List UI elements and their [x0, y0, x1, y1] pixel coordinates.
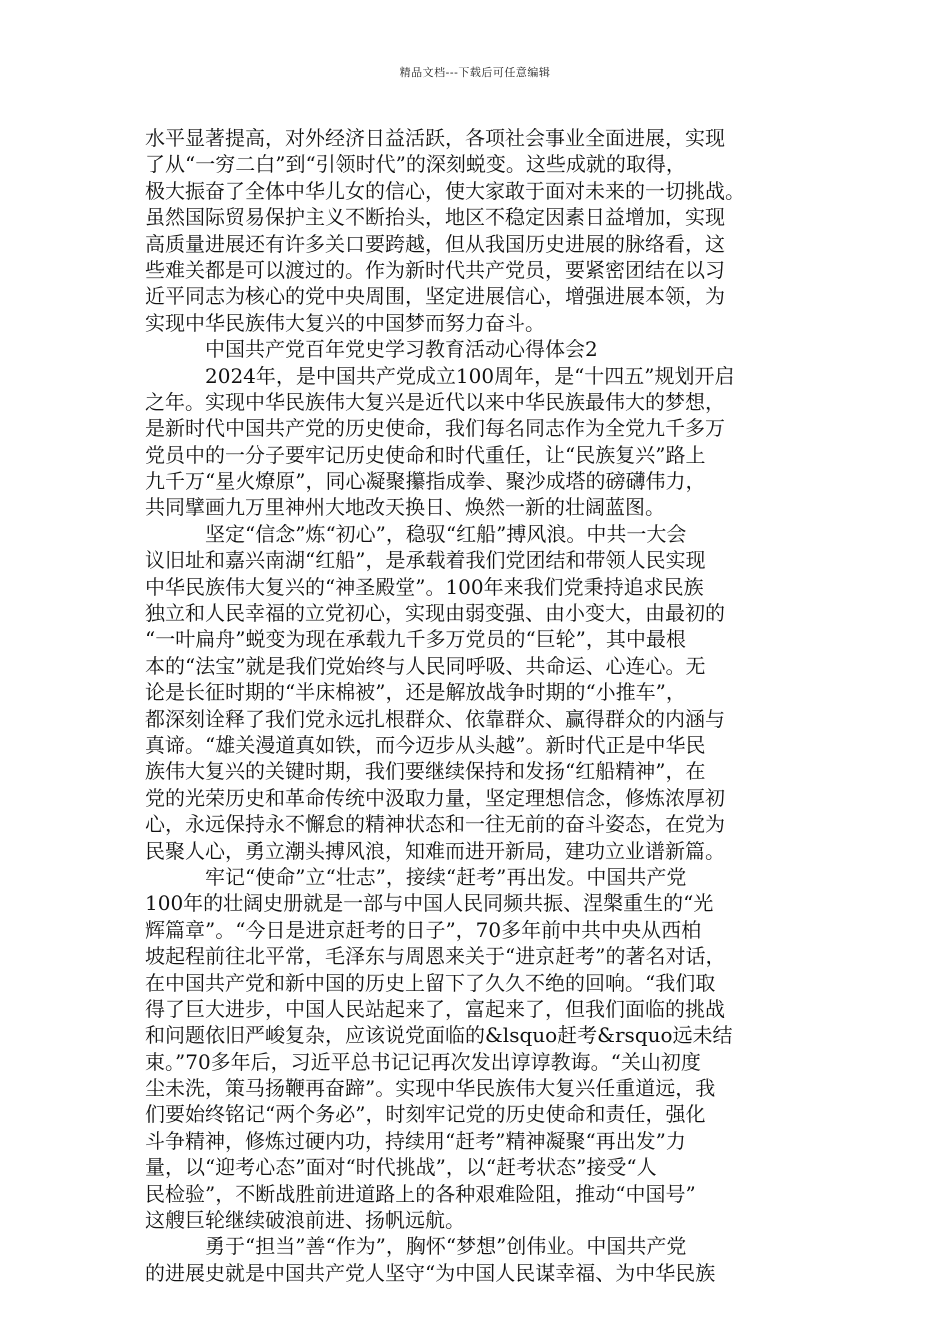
text-line: 100年的壮阔史册就是一部与中国人民同频共振、涅槃重生的“光 [145, 891, 714, 916]
text-line: 束。”70多年后，习近平总书记记再次发出谆谆教诲。“关山初度 [145, 1049, 701, 1074]
text-line: 高质量进展还有许多关口要跨越，但从我国历史进展的脉络看，这 [145, 231, 725, 256]
page-header: 精品文档---下载后可任意编辑 [399, 66, 551, 79]
text-line: 量，以“迎考心态”面对“时代挑战”，以“赶考状态”接受“人 [145, 1155, 657, 1180]
text-line: 尘未洗，策马扬鞭再奋蹄”。实现中华民族伟大复兴任重道远，我 [145, 1076, 716, 1101]
text-line: 得了巨大进步，中国人民站起来了，富起来了，但我们面临的挑战 [145, 996, 725, 1021]
text-line: 实现中华民族伟大复兴的中国梦而努力奋斗。 [145, 310, 545, 335]
text-line: 和问题依旧严峻复杂，应该说党面临的&lsquo赶考&rsquo远未结 [145, 1023, 733, 1048]
text-line: 是新时代中国共产党的历史使命，我们每名同志作为全党九千多万 [145, 416, 725, 441]
text-line: 九千万“星火燎原”，同心凝聚攥指成拳、聚沙成塔的磅礴伟力， [145, 469, 706, 494]
text-line: 真谛。“雄关漫道真如铁，而今迈步从头越”。新时代正是中华民 [145, 732, 706, 757]
text-line: 这艘巨轮继续破浪前进、扬帆远航。 [145, 1208, 465, 1233]
text-line: 虽然国际贸易保护主义不断抬头，地区不稳定因素日益增加，实现 [145, 205, 725, 230]
text-line: 共同擘画九万里神州大地改天换日、焕然一新的壮阔蓝图。 [145, 495, 665, 520]
text-line: 坡起程前往北平常，毛泽东与周恩来关于“进京赶考”的著名对话， [145, 944, 726, 969]
text-line: 党员中的一分子要牢记历史使命和时代重任，让“民族复兴”路上 [145, 442, 706, 467]
text-line: 2024年，是中国共产党成立100周年，是“十四五”规划开启 [205, 363, 735, 388]
text-line: 论是长征时期的“半床棉被”，还是解放战争时期的“小推车”， [145, 680, 686, 705]
text-line: 的进展史就是中国共产党人坚守“为中国人民谋幸福、为中华民族 [145, 1260, 716, 1285]
text-line: 都深刻诠释了我们党永远扎根群众、依靠群众、赢得群众的内涵与 [145, 706, 725, 731]
text-line: 中华民族伟大复兴的“神圣殿堂”。100年来我们党秉持追求民族 [145, 574, 704, 599]
text-line: 坚定“信念”炼“初心”，稳驭“红船”搏风浪。中共一大会 [205, 521, 687, 546]
text-line: 心，永远保持永不懈怠的精神状态和一往无前的奋斗姿态，在党为 [145, 812, 725, 837]
text-line: 们要始终铭记“两个务必”，时刻牢记党的历史使命和责任，强化 [145, 1102, 706, 1127]
text-line: 本的“法宝”就是我们党始终与人民同呼吸、共命运、心连心。无 [145, 653, 706, 678]
text-line: 了从“一穷二白”到“引领时代”的深刻蜕变。这些成就的取得， [145, 152, 686, 177]
text-line: 在中国共产党和新中国的历史上留下了久久不绝的回响。“我们取 [145, 970, 716, 995]
text-line: 独立和人民幸福的立党初心，实现由弱变强、由小变大，由最初的 [145, 601, 725, 626]
text-line: 斗争精神，修炼过硬内功，持续用“赶考”精神凝聚“再出发”力 [145, 1128, 686, 1153]
text-line: 辉篇章”。“今日是进京赶考的日子”，70多年前中共中央从西柏 [145, 917, 702, 942]
text-line: 民检验”，不断战胜前进道路上的各种艰难险阻，推动“中国号” [145, 1181, 696, 1206]
text-line: 勇于“担当”善“作为”，胸怀“梦想”创伟业。中国共产党 [205, 1234, 687, 1259]
text-line: 族伟大复兴的关键时期，我们要继续保持和发扬“红船精神”，在 [145, 759, 706, 784]
document-body [145, 125, 825, 1286]
text-line: 之年。实现中华民族伟大复兴是近代以来中华民族最伟大的梦想， [145, 389, 725, 414]
text-line: 中国共产党百年党史学习教育活动心得体会2 [205, 337, 598, 362]
text-line: 牢记“使命”立“壮志”，接续“赶考”再出发。中国共产党 [205, 864, 687, 889]
text-line: 极大振奋了全体中华儿女的信心，使大家敢于面对未来的一切挑战。 [145, 178, 745, 203]
text-line: 民聚人心，勇立潮头搏风浪，知难而进开新局，建功立业谱新篇。 [145, 838, 725, 863]
text-line: 近平同志为核心的党中央周围，坚定进展信心，增强进展本领，为 [145, 284, 725, 309]
text-line: 些难关都是可以渡过的。作为新时代共产党员，要紧密团结在以习 [145, 257, 725, 282]
text-line: 议旧址和嘉兴南湖“红船”，是承载着我们党团结和带领人民实现 [145, 548, 706, 573]
text-line: 党的光荣历史和革命传统中汲取力量，坚定理想信念，修炼浓厚初 [145, 785, 725, 810]
text-line: 水平显著提高，对外经济日益活跃，各项社会事业全面进展，实现 [145, 126, 725, 150]
text-line: “一叶扁舟”蜕变为现在承载九千多万党员的“巨轮”，其中最根 [145, 627, 686, 652]
